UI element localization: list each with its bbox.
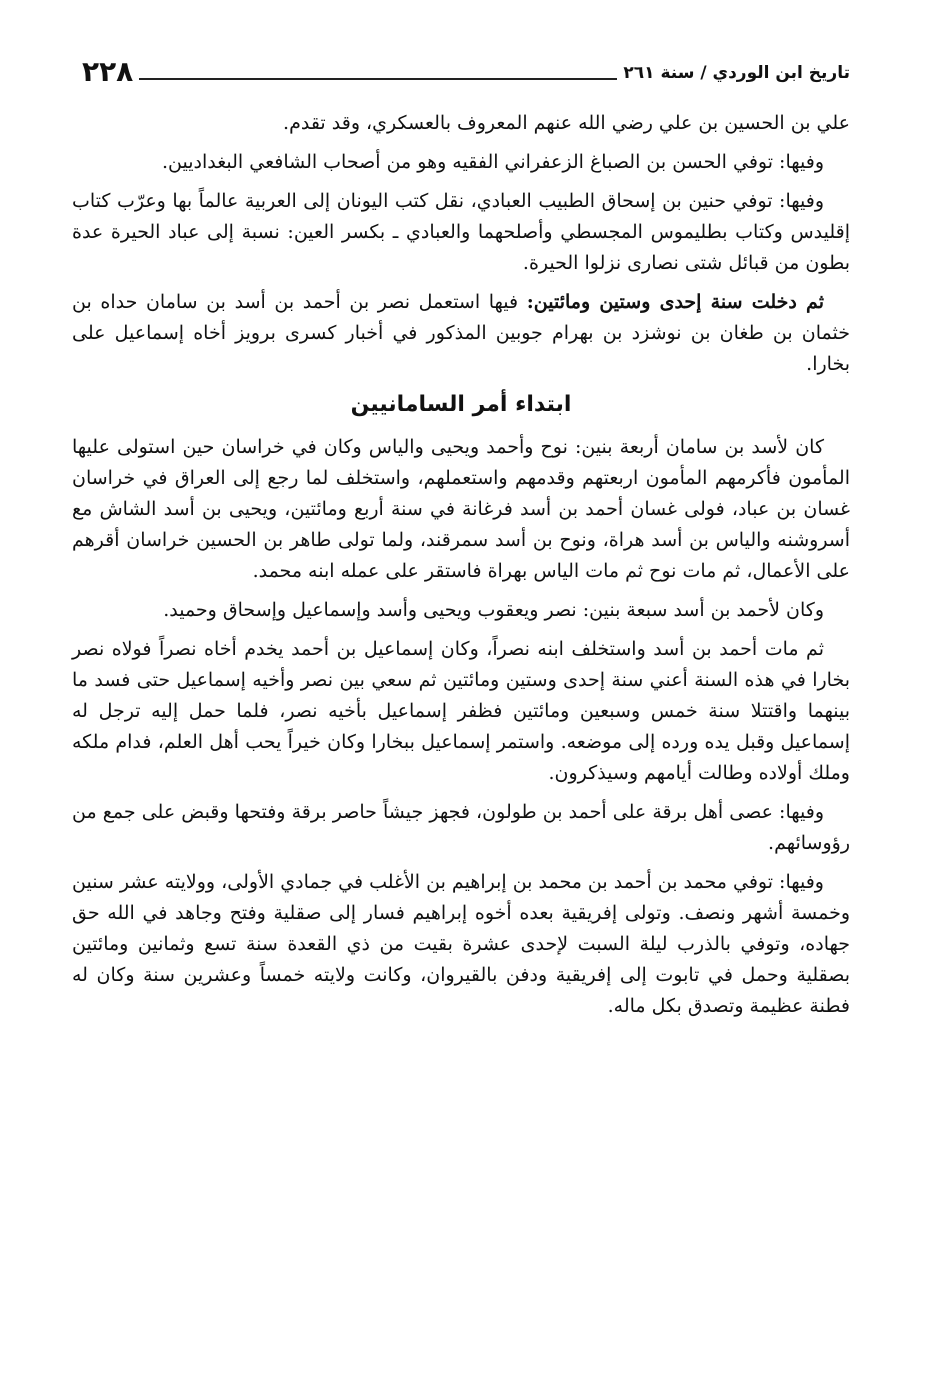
section-heading: ابتداء أمر السامانيين: [350, 392, 572, 417]
paragraph-5: كان لأسد بن سامان أربعة بنين: نوح وأحمد ويحيى والياس وكان في خراسان حين استولى عليها المأمون فأكرمهم المأمون اربعتهم وقدمهم واستعملهم، واستخلف لما رجع إلى العراق في خراسان غسان بن عباد، فولى غسان أحمد بن أسد فرغانة في سنة أربع ومائتين، ويحيى بن أسد الشاش مع أسروشنه والياس بن أسد هراة، ونوح بن أسد سمرقند، ولما تولى طاهر بن الحسين خراسان أقرهم على الأعمال، ثم مات نوح ثم مات الياس بهراة فاستقر على عمله ابنه محمد.: [72, 436, 850, 582]
paragraph-4: [72, 287, 850, 380]
paragraph-6: وكان لأحمد بن أسد سبعة بنين: نصر ويعقوب ويحيى وأسد وإسماعيل وإسحاق وحميد.: [163, 599, 824, 621]
paragraph-9: وفيها: توفي محمد بن أحمد بن محمد بن إبراهيم بن الأغلب في جمادي الأولى، وولايته عشر سنين وخمسة أشهر ونصف. وتولى إفريقية بعده أخوه إبراهيم فسار إلى صقلية وفتح وجاهد في الله حق جهاده، وتوفي بالذرب ليلة السبت لإحدى عشرة بقيت من ذي القعدة سنة تسع وثمانين ومائتين بصقلية وحمل في تابوت إلى إفريقية ودفن بالقيروان، وكانت ولايته خمساً وعشرين سنة وكان له فطنة عظيمة وتصدق بكل ماله.: [72, 871, 850, 1017]
paragraph-1: علي بن الحسين بن علي رضي الله عنهم المعروف بالعسكري، وقد تقدم.: [283, 112, 850, 134]
paragraph-7: ثم مات أحمد بن أسد واستخلف ابنه نصراً، وكان إسماعيل بن أحمد يخدم أخاه نصراً فولاه نصر بخارا في هذه السنة أعني سنة إحدى وستين ومائتين ثم سعي بين نصر وأخيه إسماعيل حتى فسد ما بينهما واقتتلا سنة خمس وسبعين ومائتين فظفر إسماعيل بأخيه نصر، فلما حمل إليه ترجل له إسماعيل وقبل يده ورده إلى موضعه. واستمر إسماعيل ببخارا وكان خيراً يحب أهل العلم، فدام ملكه وملك أولاده وطالت أيامهم وسيذكرون.: [72, 638, 850, 784]
year-lead: ثم دخلت سنة إحدى وستين ومائتين:: [526, 291, 824, 313]
header-rule: [139, 78, 617, 80]
paragraph-4-text: فيها استعمل نصر بن أحمد بن أسد بن سامان حداه بن خثمان بن طغان بن نوشزد بن بهرام جوبين المذكور في أخبار كسرى برويز أخاه إسماعيل على بخارا.: [72, 291, 850, 375]
paragraph-3: وفيها: توفي حنين بن إسحاق الطبيب العبادي، نقل كتب اليونان إلى العربية عالماً بها وعرّب كتاب إقليدس وكتاب بطليموس المجسطي وأصلحهما والعبادي ـ بكسر العين: نسبة إلى عباد الحيرة عدة بطون من قبائل شتى نصارى نزلوا الحيرة.: [72, 190, 850, 274]
paragraph-8: وفيها: عصى أهل برقة على أحمد بن طولون، فجهز جيشاً حاصر برقة وفتحها وقبض على جمع من رؤوسائهم.: [72, 801, 850, 854]
page-number: ٢٢٨: [82, 55, 134, 88]
running-header: [72, 52, 850, 88]
paragraph-2: وفيها: توفي الحسن بن الصباغ الزعفراني الفقيه وهو من أصحاب الشافعي البغداديين.: [162, 151, 824, 173]
book-page: [72, 52, 850, 1352]
page-body: [72, 108, 850, 1022]
running-title: تاريخ ابن الوردي / سنة ٢٦١: [623, 63, 850, 83]
